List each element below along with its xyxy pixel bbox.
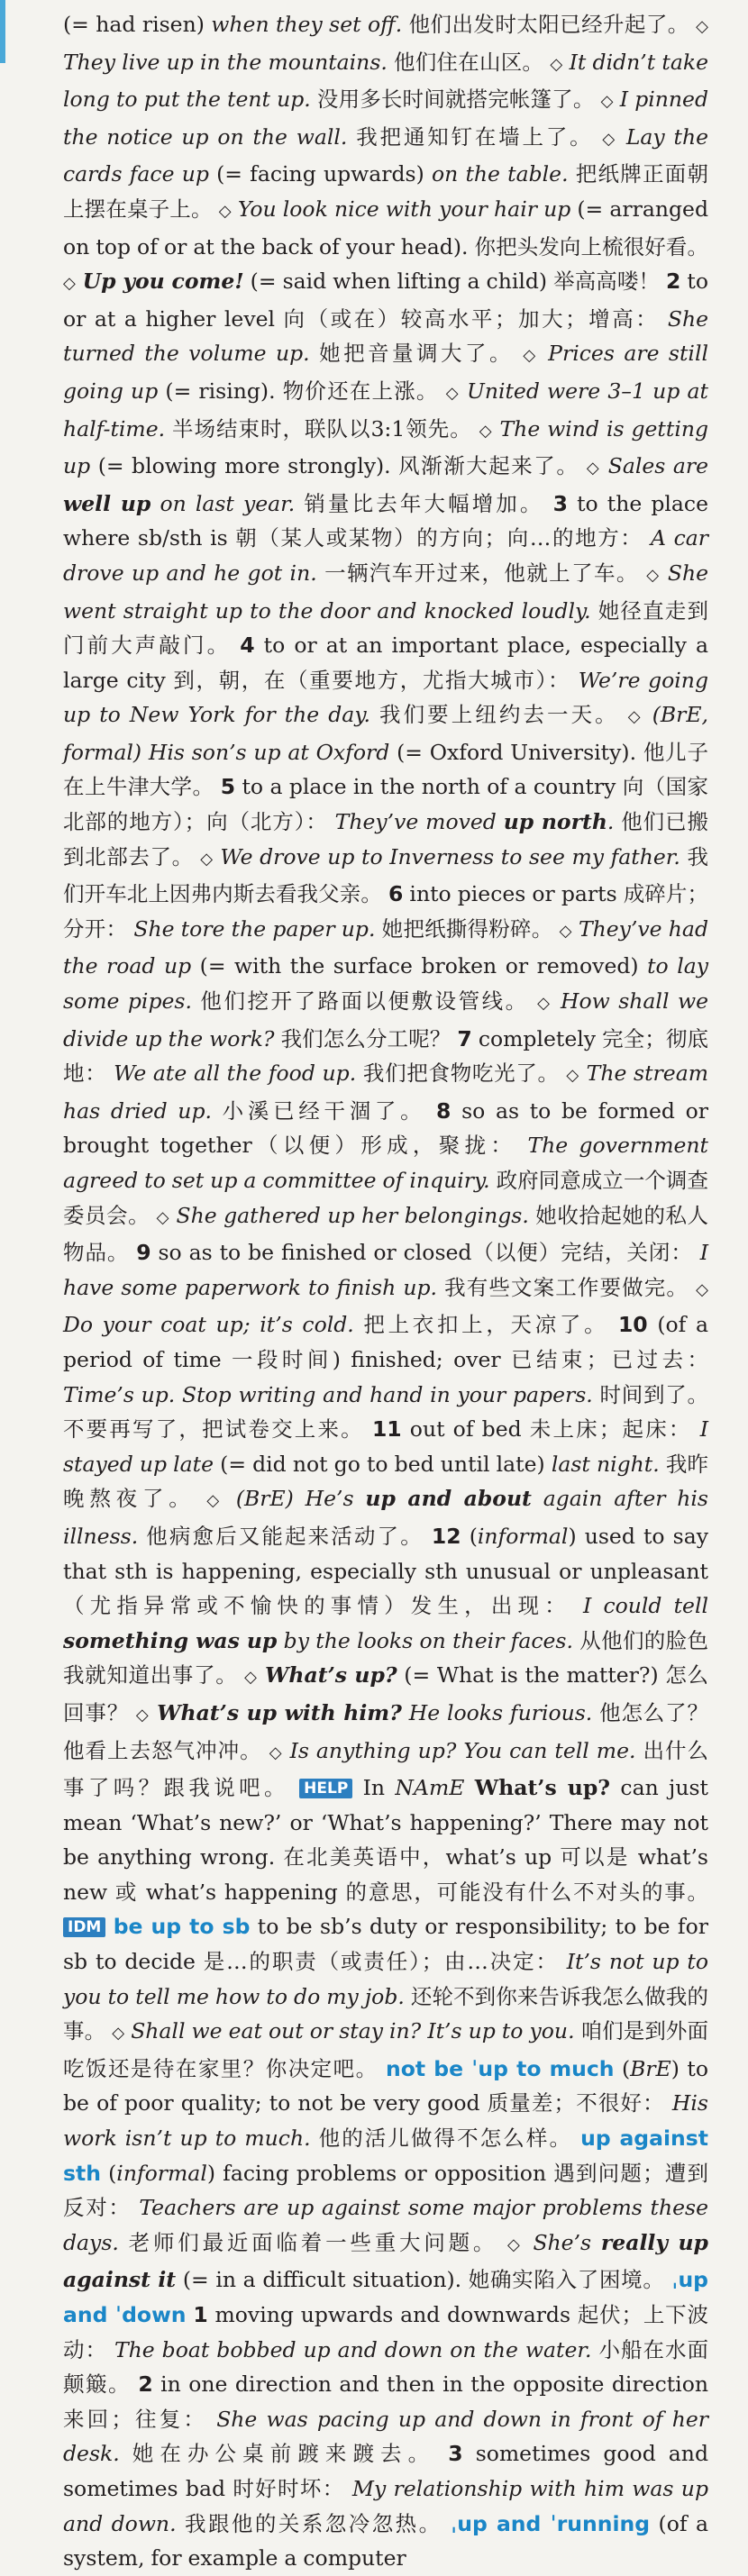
entry-text: to or at a higher level 向（或在）较高水平；加大；增高：: [63, 269, 709, 332]
entry-text: 还轮不到你来告诉我怎么做我的事。: [63, 1983, 708, 2044]
entry-text: 他们已搬到北部去了。: [63, 809, 708, 869]
example-sentence: informal: [116, 2160, 207, 2186]
entry-text: 把上衣扣上，天凉了。: [353, 1312, 618, 1338]
entry-text: ) used to say that sth is happening, especially sth unusual or unpleasant（尤指异常或不愉快的事情）发生，出现：: [63, 1523, 708, 1619]
example-sentence: She was pacing up and down in front of her desk.: [63, 2406, 708, 2467]
idiom-headword: be up to sb: [113, 1914, 251, 1940]
sense-number: 6: [388, 881, 404, 907]
example-sentence: Is anything up? You can tell me.: [282, 1737, 636, 1763]
example-sentence: on last year.: [151, 490, 296, 516]
example-sentence: again after his illness.: [63, 1486, 708, 1549]
entry-text: In: [352, 1775, 396, 1801]
example-sentence: She tore the paper up.: [133, 915, 376, 942]
example-sentence: Time’s up. Stop writing and hand in your papers.: [63, 1381, 593, 1407]
entry-text: 没用多长时间就搭完帐篷了。: [310, 86, 601, 113]
entry-text: 他病愈后又能起来活动了。: [138, 1523, 432, 1549]
example-sentence: (BrE, formal) His son’s up at Oxford: [63, 702, 709, 765]
example-sentence: something was up: [63, 1627, 278, 1653]
entry-text: (= said when lifting a child) 举高高喽！: [243, 269, 667, 295]
example-sentence: She’s: [523, 2229, 601, 2255]
example-sentence: My relationship with him was up and down.: [63, 2475, 708, 2536]
entry-text: 我们开车北上因弗内斯去看我父亲。: [63, 843, 708, 907]
entry-text: 他怎么了？他看上去怒气冲冲。: [63, 1699, 708, 1763]
section-label: IDM: [63, 1917, 105, 1937]
example-sentence: Shall we eat out or stay in? It’s up to you.: [124, 2018, 575, 2044]
example-marker-icon: ◇: [112, 2024, 125, 2044]
entry-text: 他们住在山区。: [387, 49, 551, 75]
example-sentence: The government agreed to set up a committee of inquiry.: [63, 1133, 708, 1193]
example-marker-icon: ◇: [627, 707, 643, 727]
example-sentence: The boat bobbed up and down on the water.: [114, 2336, 592, 2362]
sense-number: 5: [220, 774, 236, 800]
example-sentence: BrE: [630, 2055, 671, 2081]
entry-text: (= with the surface broken or removed): [191, 953, 648, 979]
example-sentence: They live up in the mountains.: [63, 49, 388, 75]
entry-text: 我有些文案工作要做完。: [436, 1274, 697, 1300]
sense-number: 12: [431, 1523, 461, 1549]
example-sentence: Teachers are up against some major problems these days.: [63, 2195, 708, 2255]
example-sentence: informal: [477, 1523, 569, 1549]
example-marker-icon: ◇: [696, 17, 708, 36]
example-sentence: What’s up with him?: [149, 1699, 402, 1725]
example-sentence: .: [607, 809, 615, 835]
example-sentence: I could tell: [583, 1593, 708, 1619]
example-marker-icon: ◇: [559, 921, 572, 941]
entry-text: ) facing problems or opposition 遇到问题；遭到反对：: [63, 2160, 708, 2221]
entry-text: 销量比去年大幅增加。: [295, 490, 553, 516]
sense-number: 9: [136, 1240, 151, 1266]
entry-text: 他们挖开了路面以便敷设管线。: [191, 988, 538, 1015]
entry-text: 她径直走到门前大声敲门。: [63, 597, 708, 659]
entry-text: (= had risen): [63, 12, 212, 37]
entry-text: to the place where sb/sth is 朝（某人或某物）的方向；向…的地方：: [63, 490, 708, 551]
sense-number: 11: [371, 1416, 402, 1443]
example-marker-icon: ◇: [537, 994, 552, 1014]
example-marker-icon: ◇: [445, 383, 460, 403]
example-marker-icon: ◇: [586, 459, 601, 478]
example-sentence: when they set off.: [211, 12, 403, 37]
entry-text: (: [614, 2055, 631, 2081]
example-marker-icon: ◇: [200, 849, 214, 869]
example-marker-icon: ◇: [696, 1279, 708, 1299]
entry-text: 我把通知钉在墙上了。: [347, 123, 603, 150]
example-marker-icon: ◇: [602, 129, 618, 149]
example-sentence: I have some paperwork to finish up.: [63, 1240, 708, 1300]
example-sentence: Prices are still going up: [63, 341, 708, 404]
example-sentence: They’ve had the road up: [63, 915, 708, 979]
example-marker-icon: ◇: [206, 1491, 225, 1511]
entry-text: 老师们最近面临着一些重大问题。: [118, 2229, 508, 2255]
sense-number: 2: [666, 269, 681, 295]
example-marker-icon: ◇: [63, 274, 76, 294]
example-sentence: His work isn’t up to much.: [63, 2090, 708, 2152]
idiom-headword: ˌup and ˈrunning: [451, 2510, 651, 2536]
example-marker-icon: ◇: [566, 1066, 579, 1086]
entry-text: (= What is the matter?) 怎么回事？: [63, 1662, 709, 1725]
entry-text: (= facing upwards): [208, 161, 432, 187]
example-sentence: Lay the cards face up: [63, 123, 708, 187]
sense-number: 3: [448, 2441, 463, 2467]
example-sentence: What’s up?: [257, 1662, 397, 1689]
example-sentence: last night.: [551, 1451, 660, 1477]
entry-text: (of a period of time 一段时间) finished; over 已结束；已过去：: [63, 1312, 708, 1372]
sense-number: 7: [457, 1025, 472, 1051]
entry-text: (= rising). 物价还在上涨。: [158, 378, 446, 404]
entry-text: in one direction and then in the opposite direction 来回；往复：: [63, 2371, 708, 2432]
entry-text: 我跟他的关系忽冷忽热。: [176, 2510, 452, 2536]
example-sentence: Sales are: [600, 453, 708, 479]
entry-text: sometimes good and sometimes bad 时好时坏：: [63, 2441, 708, 2501]
example-marker-icon: ◇: [479, 421, 493, 441]
section-label: HELP: [299, 1779, 352, 1798]
entry-text: moving upwards and downwards 起伏；上下波动：: [63, 2302, 708, 2362]
example-sentence: He looks furious.: [401, 1699, 593, 1725]
entry-text: (: [461, 1523, 478, 1549]
idiom-headword: not be ˈup to much: [386, 2055, 615, 2081]
example-marker-icon: ◇: [135, 1705, 150, 1725]
sense-number: 3: [552, 490, 568, 516]
example-sentence: I stayed up late: [63, 1416, 708, 1477]
sense-number: 2: [138, 2371, 153, 2398]
example-sentence: We drove up to Inverness to see my father.: [213, 843, 680, 869]
example-sentence: You look nice with your hair up: [231, 196, 571, 222]
example-marker-icon: ◇: [507, 2235, 524, 2254]
sense-number: 8: [436, 1097, 452, 1124]
example-sentence: to lay some pipes.: [63, 953, 709, 1015]
entry-text: into pieces or parts 成碎片；分开：: [63, 881, 708, 942]
entry-text: 他们出发时太阳已经升起了。: [402, 12, 697, 37]
entry-text: so as to be formed or brought together（以便）形成，聚拢：: [63, 1097, 708, 1159]
entry-text: 出什么事了吗？跟我说吧。: [63, 1737, 708, 1801]
example-sentence: We ate all the food up.: [114, 1060, 357, 1087]
entry-text: 小船在水面颠簸。: [63, 2336, 708, 2398]
entry-text: (= did not go to bed until late): [214, 1451, 552, 1477]
example-sentence: They’ve moved: [334, 809, 504, 835]
entry-text: (= arranged on top of or at the back of your head). 你把头发向上梳很好看。: [63, 196, 708, 259]
entry-text: 咱们是到外面吃饭还是待在家里？你决定吧。: [63, 2018, 708, 2081]
example-sentence: up and about: [365, 1486, 532, 1512]
entry-text: 半场结束时，联队以3:1领先。: [165, 415, 479, 441]
entry-text: out of bed 未上床；起床：: [401, 1416, 700, 1443]
example-marker-icon: ◇: [218, 201, 232, 221]
entry-text: 一辆汽车开过来，他就上了车。: [316, 560, 647, 586]
entry-text: 她把音量调大了。: [309, 341, 524, 367]
example-sentence: (BrE) He’s: [224, 1486, 366, 1512]
entry-text: 我昨晚熬夜了。: [63, 1451, 708, 1512]
entry-text: (: [100, 2160, 117, 2186]
entry-text: 把纸牌正面朝上摆在桌子上。: [63, 161, 708, 222]
example-sentence: How shall we divide up the work?: [63, 988, 708, 1051]
example-sentence: We’re going up to New York for the day.: [63, 667, 708, 728]
example-marker-icon: ◇: [646, 565, 661, 585]
example-sentence: well up: [63, 490, 151, 516]
example-sentence: Do your coat up; it’s cold.: [63, 1312, 354, 1338]
entry-text: (= blowing more strongly). 风渐渐大起来了。: [90, 453, 587, 479]
entry-text: ) to be of poor quality; to not be very good 质量差；不很好：: [63, 2055, 708, 2116]
entry-text: 我们怎么分工呢？: [274, 1025, 458, 1051]
sense-number: 4: [240, 633, 255, 659]
example-sentence: A car drove up and he got in.: [63, 525, 708, 586]
entry-text: 她把纸撕得粉碎。: [375, 915, 560, 942]
entry-text: 她在办公桌前踱来踱去。: [119, 2441, 449, 2467]
example-sentence: up north: [503, 809, 607, 835]
example-sentence: It’s not up to you to tell me how to do my job.: [63, 1949, 708, 2009]
dictionary-entry-text: [63, 7, 708, 2576]
entry-text: to a place in the north of a country 向（国家北部的地方）；向（北方）：: [63, 774, 708, 835]
entry-text: What’s up?: [474, 1775, 611, 1801]
entry-text: to be sb’s duty or responsibility; to be for sb to decide 是…的职责（或责任）；由…决定：: [63, 1914, 708, 1975]
entry-text: 从他们的脸色我就知道出事了。: [63, 1627, 708, 1689]
example-sentence: NAmE: [395, 1775, 465, 1801]
entry-text: 政府同意成立一个调查委员会。: [63, 1168, 708, 1228]
idiom-headword: ˌup and ˈdown: [63, 2267, 708, 2327]
example-marker-icon: ◇: [600, 92, 614, 112]
sense-number: 10: [617, 1312, 648, 1338]
entry-text: 小溪已经干涸了。: [211, 1097, 437, 1124]
entry-text: 他的活儿做得不怎么样。: [310, 2125, 581, 2152]
example-marker-icon: ◇: [244, 1668, 258, 1688]
example-marker-icon: ◇: [156, 1207, 169, 1227]
entry-text: [464, 1775, 474, 1800]
entry-text: [105, 1914, 113, 1939]
example-sentence: It didn’t take long to put the tent up.: [63, 49, 709, 113]
entry-text: 我们要上纽约去一天。: [369, 702, 628, 728]
page-edge-marker: [0, 0, 5, 63]
entry-text: (= in a difficult situation). 她确实陷入了困境。: [176, 2267, 672, 2293]
entry-text: can just mean ‘What’s new?’ or ‘What’s happening?’ There may not be anything wrong. 在北美英语中，what’s up 可以是 what’s new 或 what’s happening 的意思，可能没有什么不对头的事。: [63, 1775, 708, 1905]
example-sentence: on the table.: [431, 161, 569, 187]
example-marker-icon: ◇: [523, 346, 539, 366]
entry-text: completely 完全；彻底地：: [63, 1025, 708, 1087]
entry-text: 我们把食物吃光了。: [356, 1060, 567, 1087]
example-sentence: She turned the volume up.: [63, 305, 708, 367]
entry-text: (of a system, for example a computer: [63, 2510, 708, 2571]
example-marker-icon: ◇: [269, 1743, 283, 1762]
entry-text: so as to be finished or closed（以便）完结，关闭：: [151, 1240, 700, 1266]
entry-text: (= Oxford University). 他儿子在上牛津大学。: [63, 739, 709, 800]
example-sentence: She gathered up her belongings.: [169, 1202, 529, 1228]
example-sentence: really up against it: [63, 2229, 708, 2293]
example-sentence: The wind is getting up: [63, 415, 709, 479]
idiom-headword: up against sth: [63, 2125, 708, 2186]
example-marker-icon: ◇: [550, 54, 563, 74]
example-sentence: I pinned the notice up on the wall.: [63, 86, 708, 150]
sense-number: 1: [193, 2302, 208, 2327]
example-sentence: She went straight up to the door and knocked loudly.: [63, 560, 708, 624]
entry-text: 时间到了。不要再写了，把试卷交上来。: [63, 1381, 708, 1443]
example-sentence: The stream has dried up.: [63, 1060, 708, 1124]
example-sentence: Up you come!: [75, 269, 244, 295]
example-sentence: United were 3–1 up at half-time.: [63, 378, 708, 441]
entry-text: 她收拾起她的私人物品。: [63, 1202, 708, 1266]
entry-text: to or at an important place, especially a large city 到，朝，在（重要地方，尤指大城市）：: [63, 633, 708, 693]
example-sentence: by the looks on their faces.: [277, 1627, 573, 1653]
